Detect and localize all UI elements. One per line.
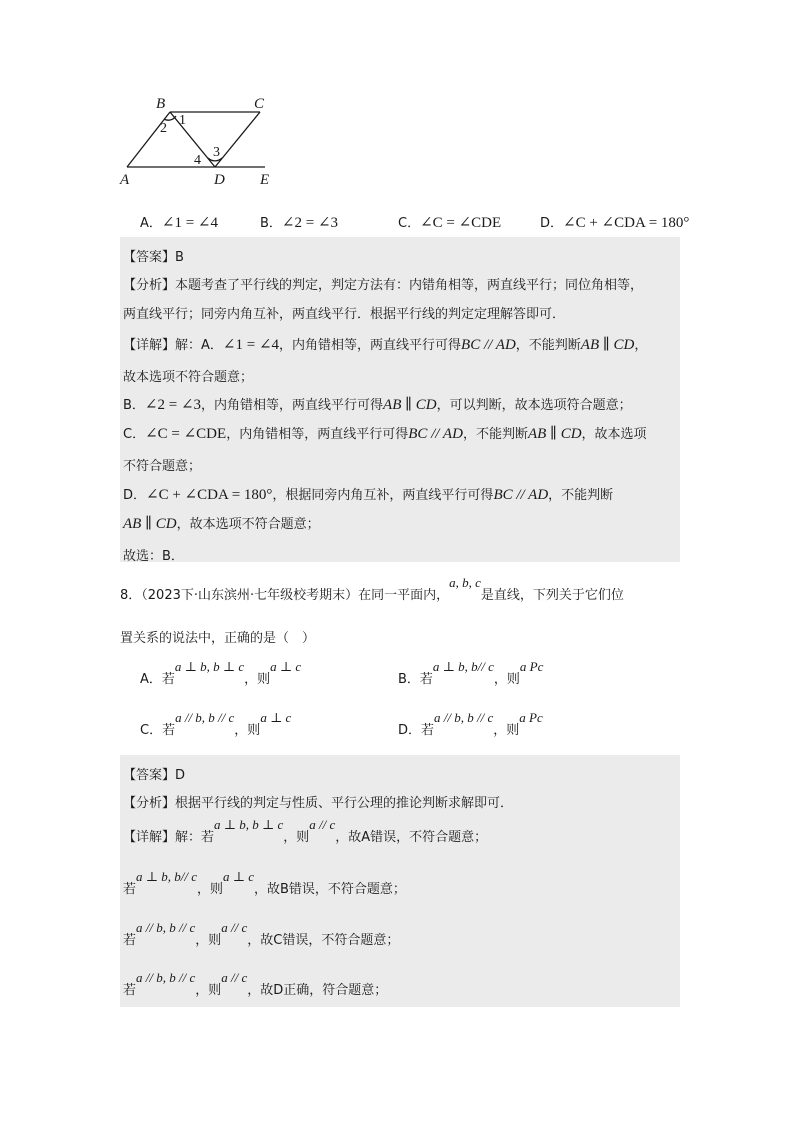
math: ∠2 = ∠3 [144,397,202,413]
option-letter: C．若 [140,723,176,738]
math: AB ∥ CD [580,337,635,353]
q8-option-b [398,656,544,687]
math: BC // AD [461,337,516,353]
q7-final: 故选：B． [123,549,184,564]
text: ，则 [244,672,271,687]
q7-option-a [140,212,218,232]
text: ，不能判断 [515,338,581,353]
text: ，内角错相等，两直线平行可得 [201,398,384,413]
text: ，则 [197,882,224,897]
q7-option-d [540,212,689,232]
math: a ⊥ b, b ⊥ c [214,817,284,832]
angle-2: 2 [160,121,167,136]
q8-answer [123,764,185,783]
text: ，故A错误，不符合题意； [335,830,488,845]
q7-detail-b [123,394,632,414]
label-A: A [120,172,130,188]
math: a // b, b // c [434,710,494,725]
text: B． [123,398,145,413]
q8-analysis [123,792,513,811]
math: a Pc [519,710,543,725]
option-letter: D． [540,216,564,231]
option-letter: B． [260,216,282,231]
text: ，内角错相等，两直线平行可得 [226,427,409,442]
text: ，故C错误，不符合题意； [247,933,400,948]
math: a ⊥ b, b ⊥ c [174,659,245,674]
math: a // c [221,920,248,935]
text: ，则 [493,723,520,738]
q7-detail-a-line1 [123,334,647,354]
text: ，不能判断 [462,427,528,442]
math: a, b, c [449,575,481,590]
analysis-text: 根据平行线的判定与性质、平行公理的推论判断求解即可． [175,796,514,811]
text: ，则 [234,723,261,738]
answer-label: 【答案】 [123,768,176,783]
text: 若 [123,933,137,948]
q8-option-a [140,656,302,687]
detail-label: 【详解】 [123,338,176,353]
math: AB ∥ CD [527,426,582,442]
option-math: ∠1 = ∠4 [161,215,219,231]
analysis-label: 【分析】 [123,278,176,293]
text: ，不能判断 [548,488,614,503]
q7-detail-a-line2: 故本选项不符合题意； [123,370,254,385]
q8-detail-line4 [123,967,388,998]
angle-4: 4 [194,153,201,168]
math: BC // AD [408,426,463,442]
text: ，根据同旁内角互补，两直线平行可得 [272,488,494,503]
q8-detail-line1 [123,814,488,845]
option-letter: D．若 [398,723,435,738]
option-letter: B．若 [398,672,433,687]
answer-value: B [175,250,184,265]
label-C: C [254,96,265,112]
text: ，则 [283,830,310,845]
text: C． [123,427,146,442]
math: ∠C + ∠CDA = 180° [146,487,273,503]
answer-value: D [175,768,186,783]
math: AB ∥ CD [383,397,437,413]
math: a // b, b // c [136,970,196,985]
text: ，则 [195,933,222,948]
angle-1: 1 [179,113,186,128]
q8-option-d [398,707,543,738]
q7-answer [123,246,184,265]
q7-analysis-line2: 两直线平行；同旁内角互补，两直线平行．根据平行线的判定定理解答即可． [123,307,566,322]
math: a // c [309,817,336,832]
math: a Pc [519,659,544,674]
q8-option-c [140,707,292,738]
q7-detail-d-line1 [123,484,613,504]
math: a // c [221,970,248,985]
q7-detail-d-line2 [123,513,320,533]
math: a ⊥ c [260,710,292,725]
text: ，故D正确，符合题意； [247,983,388,998]
text: ，故B错误，不符合题意； [254,882,406,897]
text: ，内角错相等，两直线平行可得 [279,338,462,353]
math: a // b, b // c [175,710,235,725]
text: 若 [123,882,137,897]
text: ，故本选项不符合题意； [176,517,320,532]
option-math: ∠C = ∠CDE [420,215,502,231]
text: ，则 [493,672,520,687]
q8-detail-line3 [123,917,400,948]
analysis-text: 本题考查了平行线的判定，判定方法有：内错角相等，两直线平行；同位角相等， [175,278,644,293]
text: 8．（2023下·山东滨州·七年级校考期末）在同一平面内， [120,588,450,603]
math: a ⊥ b, b// c [432,659,494,674]
text: 解：若 [175,830,215,845]
q8-detail-line2 [123,866,406,897]
label-B: B [156,96,166,112]
q8-stem-line1 [120,575,624,603]
text: ，则 [195,983,222,998]
math: ∠1 = ∠4 [222,337,280,353]
math: a ⊥ c [270,659,302,674]
option-letter: A．若 [140,672,175,687]
q7-analysis-line1 [123,274,643,293]
q8-stem-line2: 置关系的说法中，正确的是（ ） [120,631,316,646]
option-letter: A． [140,216,162,231]
text: ，可以判断，故本选项符合题意； [436,398,632,413]
math: a ⊥ b, b// c [136,869,197,884]
parallelogram-figure [110,92,290,192]
q7-detail-c-line1 [123,423,647,443]
label-E: E [260,172,270,188]
option-letter: C． [398,216,421,231]
q7-detail-c-line2: 不符合题意； [123,459,202,474]
text: 解：A． [175,338,223,353]
math: BC // AD [493,487,549,503]
text: 若 [123,983,137,998]
math: AB ∥ CD [123,516,177,532]
text: D． [123,488,147,503]
label-D: D [214,172,225,188]
math: a // b, b // c [136,920,196,935]
analysis-label: 【分析】 [123,796,176,811]
answer-label: 【答案】 [123,250,176,265]
text: ， [634,338,648,353]
math: ∠C = ∠CDE [145,426,227,442]
option-math: ∠2 = ∠3 [281,215,339,231]
angle-3: 3 [213,145,220,160]
q7-option-b [260,212,338,232]
math: a ⊥ c [223,869,255,884]
text: ，故本选项 [581,427,647,442]
option-math: ∠C + ∠CDA = 180° [563,215,690,231]
text: 是直线，下列关于它们位 [480,588,624,603]
detail-label: 【详解】 [123,830,176,845]
q7-option-c [398,212,501,232]
